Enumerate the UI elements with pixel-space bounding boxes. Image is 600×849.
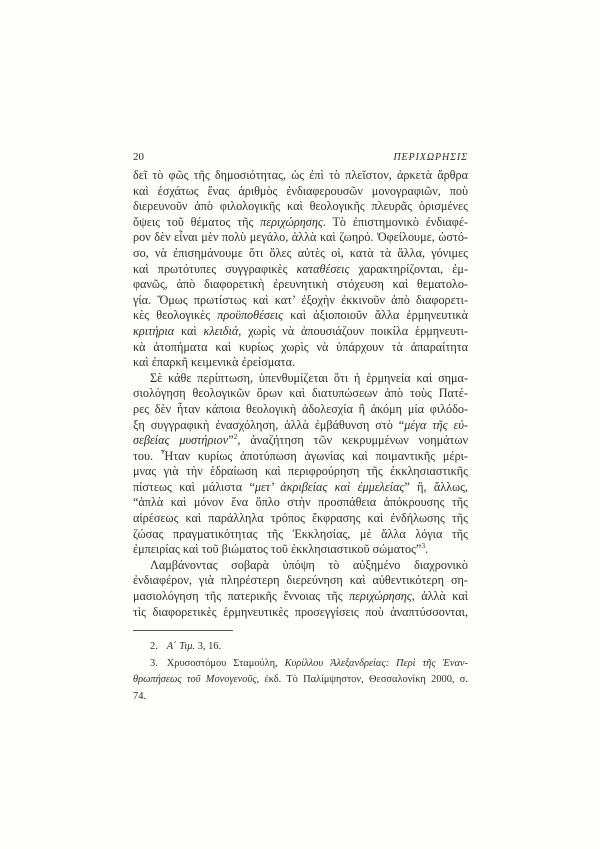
text-span: του. Ἦταν κυρίως ἀποτύπωση ἀγωνίας καὶ ποιμαντικῆς μέρι- (133, 448, 468, 463)
text-line (133, 199, 468, 215)
emphasis-text: κριτήρια (133, 323, 175, 338)
text-line (133, 371, 468, 387)
text-line (133, 511, 468, 527)
text-span: ρον δὲν εἶναι μὲν πολὺ μεγάλο, ἀλλὰ καὶ ζωηρό. Ὀφείλουμε, ὡστό- (133, 230, 468, 245)
text-span: καὶ ἐσχάτως ἕνας ἀριθμὸς ἐνδιαφερουσῶν μονογραφιῶν, ποὺ (133, 183, 468, 198)
text-span: Λαμβάνοντας σοβαρὰ ὑπόψη τὸ αὐξημένο διαχρονικὸ (150, 557, 468, 572)
text-span: “ἁπλὰ καὶ μόνον ἕνα ὅπλο στὴν προσπάθεια ἀπόκρουσης τῆς (133, 495, 468, 510)
text-span: καὶ πρωτότυπες συγγραφικὲς (133, 261, 297, 276)
text-line (133, 495, 468, 511)
emphasis-text: περιχώρησης (349, 589, 412, 604)
text-span: τὶς διαφορετικὲς ἑρμηνευτικὲς προσεγγίσεις ποὺ ἀναπτύσσονται, (133, 604, 468, 619)
text-span: φανῶς, ἀπὸ διαφορετικὴ ἐρευνητικὴ στόχευση καὶ θεματολο- (133, 277, 468, 292)
emphasis-text: προϋποθέσεις (217, 308, 284, 323)
text-span: ἐνδιαφέρον, γιὰ πληρέστερη διερεύνηση καὶ αὐθεντικότερη ση- (133, 573, 468, 588)
emphasis-text: Κυρίλλου Ἀλεξανδρείας: Περὶ τῆς Ἐναν- (284, 657, 468, 669)
text-line (133, 215, 468, 231)
footnote (133, 639, 468, 656)
footnote-separator (133, 630, 233, 631)
emphasis-text: καταθέσεις (296, 261, 350, 276)
text-span: , ἀναζήτηση τῶν κεκρυμμένων νοημάτων (237, 433, 468, 448)
text-line (133, 168, 468, 184)
running-header (133, 150, 468, 165)
text-line (133, 293, 468, 309)
text-span: , ἐκδ. Τὸ Παλίμψηστον, Θεσσαλονίκη 2000, σ. (256, 674, 469, 685)
text-line (133, 449, 468, 465)
text-line (133, 230, 468, 246)
text-span: καὶ ἐπαρκῆ κειμενικὰ ἐρείσματα. (133, 355, 296, 370)
text-span: ὄψεις τοῦ θέματος τῆς (133, 214, 261, 229)
text-line (133, 340, 468, 356)
footnote-number: 2. (150, 641, 158, 652)
body-paragraph (133, 558, 468, 620)
text-line (133, 308, 468, 324)
text-span: ξη συγγραφικὴ ἐνασχόληση, ἀλλὰ ἐμβάθυνση στὸ “ (133, 417, 405, 432)
text-line (133, 605, 468, 621)
emphasis-text: κλειδιά (203, 323, 239, 338)
footnote-number: 3. (150, 657, 158, 669)
text-span: πίστεως καὶ μάλιστα “ (133, 479, 255, 494)
text-span: Σὲ κάθε περίπτωση, ὑπενθυμίζεται ὅτι ἡ ἑρμηνεία καὶ σημα- (150, 370, 468, 385)
text-span: ρες δὲν ἦταν κάποια θεολογικὴ ἀδολεσχία ἢ ἀκόμη μία φιλόδο- (133, 401, 468, 416)
text-line (133, 324, 468, 340)
text-span: 3, 16. (195, 641, 222, 652)
text-span: καὶ (174, 323, 204, 338)
text-line (133, 639, 468, 656)
text-line (133, 480, 468, 496)
text-span: σιολόγηση θεολογικῶν ὅρων καὶ διατυπώσεων ἀπὸ τοὺς Πατέ- (133, 386, 468, 401)
page-number: 20 (133, 151, 144, 163)
text-line (133, 355, 468, 371)
body-paragraph (133, 168, 468, 371)
text-span: καὶ ἀξιοποιοῦν ἄλλα ἑρμηνευτικὰ (283, 308, 468, 323)
text-span: 74. (133, 690, 146, 702)
text-span: ζώσας πραγματικότητας τῆς Ἐκκλησίας, μὲ ἄλλα λόγια τῆς (133, 526, 468, 541)
running-title: ΠΕΡΙΧΩΡΗΣΙΣ (393, 152, 468, 163)
text-span: αἱρέσεως καὶ παράλληλα τρόπος ἔκφρασης καὶ ἐνδήλωσης τῆς (133, 511, 468, 526)
footnote-ref: 3 (421, 541, 426, 551)
text-line (133, 246, 468, 262)
text-line (133, 672, 468, 689)
body-paragraph (133, 371, 468, 558)
text-span: Χρυσοστόμου Σταμούλη, (166, 657, 285, 669)
text-span: χαρακτηρίζονται, ἐμ- (349, 261, 468, 276)
text-line (133, 542, 468, 558)
text-span: δεῖ τὸ φῶς τῆς δημοσιότητας, ὡς ἐπὶ τὸ πλεῖστον, ἀρκετὰ ἄρθρα (133, 168, 468, 182)
text-span: μνας γιὰ τὴν ἑδραίωση καὶ περιφρούρηση τῆς ἐκκλησιαστικῆς (133, 464, 468, 479)
footnotes (133, 639, 468, 705)
text-span: , χωρὶς νὰ ἀπουσιάζουν ποικίλα ἑρμηνευτι- (238, 323, 469, 338)
text-span: . Τὸ ἐπιστημονικὸ ἐνδιαφέ- (322, 214, 469, 229)
footnote (133, 656, 468, 706)
text-line (133, 262, 468, 278)
text-span: ” (228, 433, 234, 448)
text-line (133, 277, 468, 293)
text-line (133, 689, 468, 706)
text-line (133, 464, 468, 480)
text-span: διερευνοῦν ἀπὸ φιλολογικῆς καὶ θεολογικῆς πλευρᾶς ὁρισμένες (133, 199, 468, 214)
emphasis-text: μετ’ ἀκριβείας καὶ ἐμμελείας (254, 479, 405, 494)
text-line (133, 386, 468, 402)
footnote-ref: 2 (233, 432, 238, 442)
text-line (133, 573, 468, 589)
text-span: γία. Ὅμως πρωτίστως καὶ κατ’ ἐξοχὴν ἐκκινοῦν ἀπὸ διαφορετι- (133, 292, 468, 307)
emphasis-text: περιχώρησης (260, 214, 323, 229)
text-span: κὰ ἀτοπήματα καὶ κυρίως χωρὶς νὰ ὑπάρχουν τὰ ἀπαραίτητα (133, 339, 468, 354)
text-line (133, 433, 468, 449)
text-span: . (425, 542, 429, 557)
text-span: κὲς θεολογικὲς (133, 308, 218, 323)
text-span: μασιολόγηση τῆς πατερικῆς ἔννοιας τῆς (133, 589, 350, 604)
text-span: ἐμπειρίας καὶ τοῦ βιώματος τοῦ ἐκκλησιαστικοῦ σώματος” (133, 542, 422, 557)
emphasis-text: μέγα τῆς εὐ- (404, 417, 468, 432)
text-line (133, 656, 468, 673)
body-text (133, 168, 468, 620)
emphasis-text: θρωπήσεως τοῦ Μονογενοῦς (133, 674, 257, 685)
text-line (133, 418, 468, 434)
emphasis-text: σεβείας μυστήριον (133, 433, 229, 448)
text-line (133, 402, 468, 418)
text-line (133, 184, 468, 200)
text-span: , ἀλλὰ καὶ (411, 589, 468, 604)
text-span: ” ἢ, ἄλλως, (404, 479, 468, 494)
text-line (133, 558, 468, 574)
text-line (133, 589, 468, 605)
emphasis-text: Α΄ Τιμ. (166, 641, 196, 652)
text-line (133, 527, 468, 543)
text-span: σο, νὰ ἐπισημάνουμε ὅτι ὅλες αὐτὲς οἱ, κατὰ τὰ ἄλλα, γόνιμες (133, 245, 468, 260)
